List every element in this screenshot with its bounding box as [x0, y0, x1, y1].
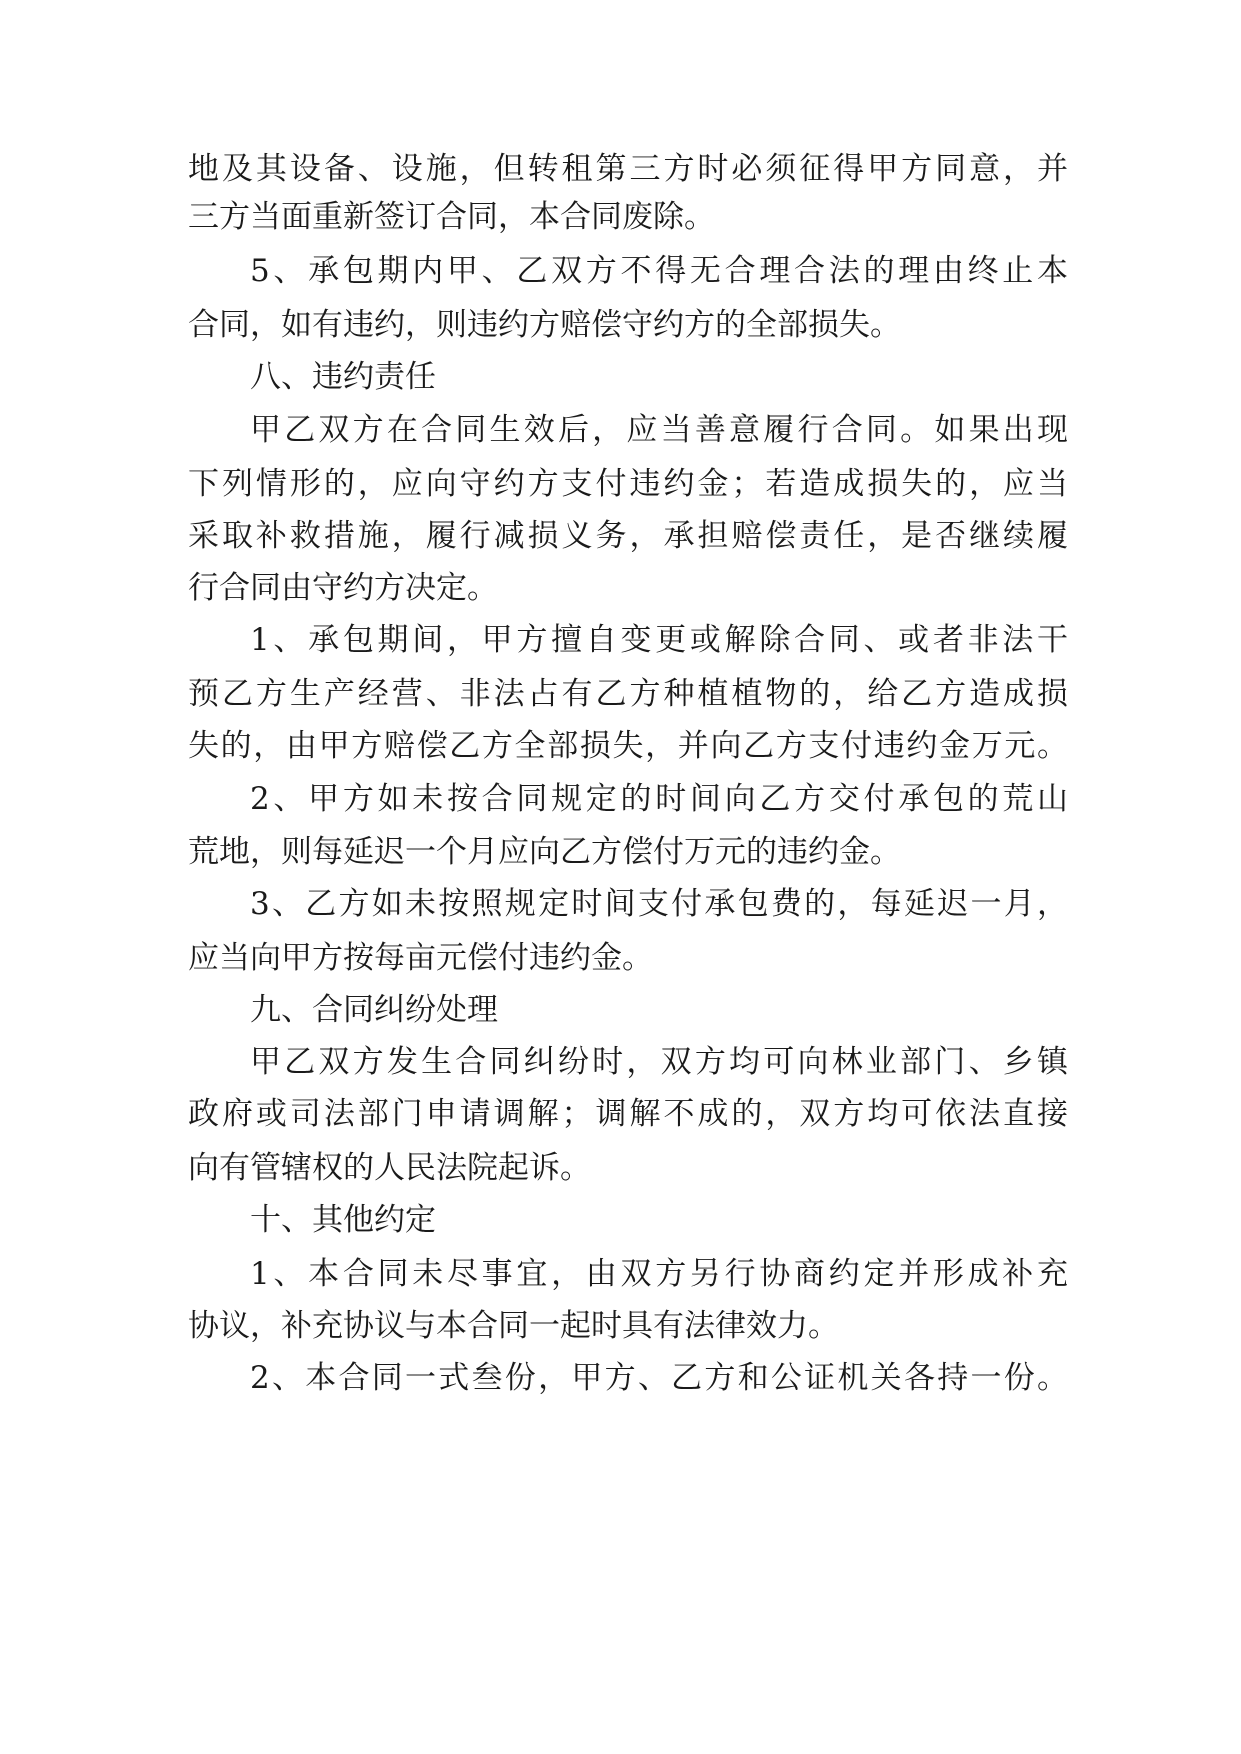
text-line: 甲乙双方在合同生效后，应当善意履行合同。如果出现	[250, 412, 1068, 448]
text-line: 采取补救措施，履行减损义务，承担赔偿责任，是否继续履	[188, 518, 1068, 554]
text-line: 行合同由守约方决定。	[188, 570, 498, 606]
text-line: 甲乙双方发生合同纠纷时，双方均可向林业部门、乡镇	[250, 1044, 1068, 1080]
text-line: 应当向甲方按每亩元偿付违约金。	[188, 940, 653, 976]
text-line: 三方当面重新签订合同，本合同废除。	[188, 199, 715, 235]
text-line: 向有管辖权的人民法院起诉。	[188, 1150, 591, 1186]
text-line: 下列情形的，应向守约方支付违约金；若造成损失的，应当	[188, 466, 1068, 502]
text-line: 1、本合同未尽事宜，由双方另行协商约定并形成补充	[250, 1256, 1068, 1292]
text-line: 5、承包期内甲、乙双方不得无合理合法的理由终止本	[250, 253, 1068, 289]
text-line: 合同，如有违约，则违约方赔偿守约方的全部损失。	[188, 307, 901, 343]
text-line: 2、本合同一式叁份，甲方、乙方和公证机关各持一份。	[250, 1360, 1068, 1396]
text-line: 预乙方生产经营、非法占有乙方种植植物的，给乙方造成损	[188, 676, 1068, 712]
text-line: 1、承包期间，甲方擅自变更或解除合同、或者非法干	[250, 622, 1068, 658]
text-line: 2、甲方如未按合同规定的时间向乙方交付承包的荒山	[250, 781, 1068, 817]
text-line: 荒地，则每延迟一个月应向乙方偿付万元的违约金。	[188, 834, 901, 870]
text-line: 政府或司法部门申请调解；调解不成的，双方均可依法直接	[188, 1096, 1068, 1132]
text-line: 失的，由甲方赔偿乙方全部损失，并向乙方支付违约金万元。	[188, 728, 1068, 764]
section-heading: 九、合同纠纷处理	[250, 992, 498, 1028]
text-line: 3、乙方如未按照规定时间支付承包费的，每延迟一月，	[250, 886, 1068, 922]
text-line: 地及其设备、设施，但转租第三方时必须征得甲方同意，并	[188, 151, 1068, 187]
text-line: 协议，补充协议与本合同一起时具有法律效力。	[188, 1308, 839, 1344]
section-heading: 八、违约责任	[250, 359, 436, 395]
section-heading: 十、其他约定	[250, 1202, 436, 1238]
